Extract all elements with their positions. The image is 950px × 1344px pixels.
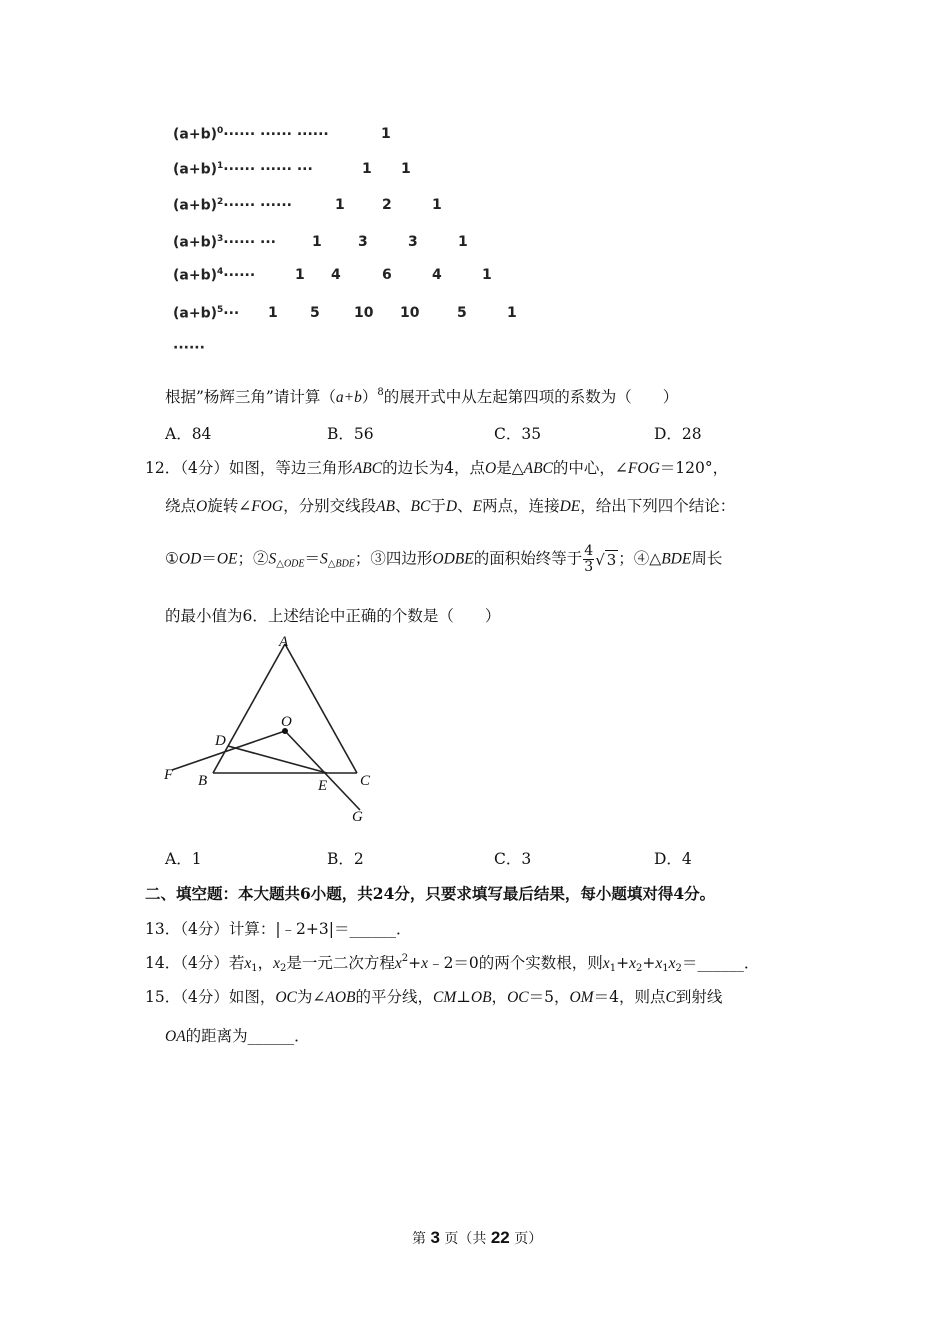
triangle-coefficient: 10 bbox=[400, 305, 420, 321]
triangle-row-label: $(a+b)^0\cdot\cdot\cdot\cdot\cdot\cdot$ ······ ······ bbox=[173, 126, 329, 143]
triangle-coefficient: 1 bbox=[458, 234, 468, 250]
q11-stem: 根据”杨辉三角”请计算$(a+b)^8$的展开式中从左起第四项的系数为（ ） bbox=[165, 387, 679, 406]
triangle-coefficient: 5 bbox=[457, 305, 467, 321]
ray-of bbox=[172, 731, 285, 770]
triangle-coefficient: 1 bbox=[381, 126, 391, 142]
triangle-coefficient: 10 bbox=[354, 305, 374, 321]
triangle-coefficient: 2 bbox=[382, 197, 392, 213]
q15-line1: 15．（4分）如图，OC为∠AOB的平分线，CM⊥OB，OC＝5，OM＝4，则点C到射线 bbox=[145, 988, 723, 1006]
triangle-coefficient: 1 bbox=[362, 161, 372, 177]
triangle-row-label: $(a+b)^5\cdot\cdot\cdot$ bbox=[173, 305, 240, 322]
triangle-row-label: $(a+b)^1\cdot\cdot\cdot\cdot\cdot\cdot$ ······ ··· bbox=[173, 161, 313, 178]
q11-option-c: C．35 bbox=[494, 425, 542, 443]
q12-option-b: B．2 bbox=[327, 850, 364, 868]
label-d: D bbox=[215, 733, 226, 749]
q12-conclusions: ①OD＝OE；$②S_{\triangle ODE}=S_{\triangle BDE}$；③四边形ODBE的面积始终等于 $\frac{4}{3}$ √ 3 ；④△BDE周长 bbox=[165, 543, 723, 575]
label-a: A bbox=[279, 634, 289, 650]
triangle-coefficient: 4 bbox=[432, 267, 442, 283]
label-f: F bbox=[164, 767, 174, 783]
label-o: O bbox=[281, 714, 292, 730]
q12-line2: 绕点O旋转∠FOG，分别交线段AB、BC于D、E两点，连接DE，给出下列四个结论： bbox=[165, 497, 736, 515]
q12-option-d: D．4 bbox=[654, 850, 692, 868]
triangle-coefficient: 1 bbox=[312, 234, 322, 250]
q13: 13．（4分）计算：|﹣2+3|＝______． bbox=[145, 920, 412, 938]
side-ac bbox=[285, 644, 357, 773]
label-g: G bbox=[352, 809, 363, 825]
triangle-coefficient: 1 bbox=[335, 197, 345, 213]
triangle-coefficient: 1 bbox=[268, 305, 278, 321]
section-heading: 二、填空题：本大题共6小题，共24分，只要求填写最后结果，每小题填对得4分。 bbox=[145, 884, 716, 903]
page-footer: 第 3 页（共 22 页） bbox=[412, 1228, 543, 1247]
triangle-coefficient: 1 bbox=[432, 197, 442, 213]
q12-option-c: C．3 bbox=[494, 850, 532, 868]
triangle-row-label: $(a+b)^2\cdot\cdot\cdot\cdot\cdot\cdot$ ······ bbox=[173, 197, 292, 214]
label-b: B bbox=[198, 773, 208, 789]
side-ab bbox=[213, 644, 285, 773]
triangle-coefficient: 6 bbox=[382, 267, 392, 283]
triangle-coefficient: 1 bbox=[507, 305, 517, 321]
q11-option-b: B．56 bbox=[327, 425, 374, 443]
fraction: $\frac{4}{3}$ bbox=[584, 543, 594, 575]
triangle-row-label: $(a+b)^4\cdot\cdot\cdot\cdot\cdot\cdot$ bbox=[173, 267, 256, 284]
q14: 14．（4分）若$x_1$，$x_2$是一元二次方程$x^2+x﹣2=0$的两个实数根，则$x_1+x_2+x_1x_2=\_\_\_\_\_\_$． bbox=[145, 953, 760, 974]
sqrt: √ 3 bbox=[595, 550, 617, 569]
triangle-figure bbox=[150, 628, 390, 828]
label-c: C bbox=[360, 773, 371, 789]
label-e: E bbox=[318, 778, 328, 794]
triangle-coefficient: 5 bbox=[310, 305, 320, 321]
triangle-coefficient: 4 bbox=[331, 267, 341, 283]
triangle-coefficient: 1 bbox=[482, 267, 492, 283]
ray-og bbox=[285, 731, 360, 810]
triangle-coefficient: 3 bbox=[408, 234, 418, 250]
q15-line2: OA的距离为______． bbox=[165, 1027, 310, 1045]
q12-line4: 的最小值为6．上述结论中正确的个数是（ ） bbox=[165, 607, 501, 625]
q12-line1: 12．（4分）如图，等边三角形ABC的边长为4，点O是△ABC的中心，∠FOG＝120°， bbox=[145, 459, 729, 477]
triangle-coefficient: 3 bbox=[358, 234, 368, 250]
triangle-ellipsis: ······ bbox=[173, 340, 205, 356]
triangle-coefficient: 1 bbox=[401, 161, 411, 177]
q12-option-a: A．1 bbox=[165, 850, 202, 868]
triangle-coefficient: 1 bbox=[295, 267, 305, 283]
q11-option-a: A．84 bbox=[165, 425, 212, 443]
q11-option-d: D．28 bbox=[654, 425, 702, 443]
triangle-row-label: $(a+b)^3\cdot\cdot\cdot\cdot\cdot\cdot$ ··· bbox=[173, 234, 277, 251]
